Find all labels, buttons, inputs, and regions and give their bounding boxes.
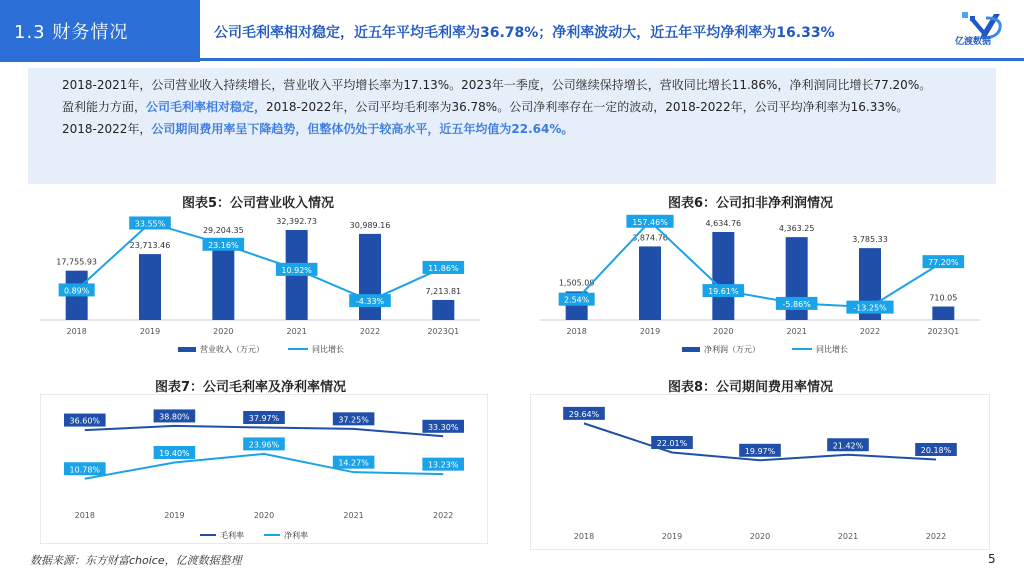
data-label: 29.64% (568, 409, 600, 419)
data-label: 22.01% (656, 439, 688, 449)
bar-value-label: 17,755.93 (56, 257, 98, 267)
x-tick-label: 2021 (343, 511, 364, 520)
growth-label: 33.55% (134, 219, 166, 229)
summary-p3-prefix: 2018-2022年， (62, 122, 152, 136)
header-divider (200, 58, 1024, 61)
growth-label: 11.86% (428, 263, 459, 273)
data-label: 19.97% (744, 446, 776, 456)
legend-label: 净利率 (284, 531, 308, 540)
data-label: 37.97% (248, 413, 280, 423)
page-number: 5 (988, 552, 996, 566)
x-tick-label: 2019 (639, 327, 661, 336)
margin-chart (40, 394, 488, 544)
x-tick-label: 2018 (566, 327, 587, 336)
summary-p2-highlight: 公司毛利率相对稳定， (146, 100, 267, 114)
data-label: 13.23% (427, 460, 459, 470)
x-tick-label: 2021 (786, 327, 807, 336)
legend-label: 毛利率 (220, 531, 244, 540)
expense-chart (530, 394, 990, 550)
x-tick-label: 2020 (213, 327, 234, 336)
bar-value-label: 32,392.73 (276, 217, 318, 226)
page-header (0, 0, 1024, 62)
bar-value-label: 3,874.76 (632, 233, 668, 243)
bar-value-label: 4,634.76 (705, 219, 742, 228)
data-label: 19.40% (159, 449, 190, 459)
x-tick-label: 2023Q1 (427, 327, 460, 336)
bar-value-label: 710.05 (929, 293, 958, 303)
summary-paragraph-3 (38, 118, 986, 140)
x-tick-label: 2018 (74, 511, 95, 520)
growth-label: -4.33% (355, 297, 385, 307)
bar-2020 (712, 232, 734, 320)
bar-value-label: 3,785.33 (852, 235, 888, 245)
summary-paragraph-1: 2018-2021年，公司营业收入持续增长，营业收入平均增长率为17.13%。2023年一季度，公司继续保持增长，营收同比增长11.86%，净利润同比增长77.20%。 (62, 78, 932, 92)
data-label: 23.96% (248, 440, 280, 450)
growth-label: 19.61% (708, 287, 739, 297)
chart-margin-title: 图表7：公司毛利率及净利率情况 (155, 380, 347, 395)
summary-p2-body: 2018-2022年，公司平均毛利率为36.78%。公司净利率存在一定的波动，2018-2022年，公司平均净利率为16.33%。 (266, 100, 909, 114)
x-tick-label: 2021 (286, 327, 307, 336)
data-label: 38.80% (159, 412, 190, 422)
bar-value-label: 4,363.25 (778, 224, 815, 234)
bar-value-label: 30,989.16 (349, 220, 391, 230)
page-title: 公司毛利率相对稳定，近五年平均毛利率为36.78%；净利率波动大，近五年平均净利率为16.33% (214, 25, 835, 41)
data-label: 33.30% (427, 422, 459, 432)
chart-revenue-title: 图表5：公司营业收入情况 (182, 196, 335, 211)
series-line (85, 426, 443, 436)
series-line (85, 454, 443, 479)
chart-profit-title: 图表6：公司扣非净利润情况 (668, 196, 834, 211)
x-tick-label: 2018 (66, 327, 87, 336)
x-tick-label: 2019 (139, 327, 161, 336)
brand-logo-text: 亿渡数据 (955, 37, 992, 47)
bar-2023Q1 (432, 300, 454, 320)
data-label: 14.27% (338, 458, 369, 468)
bar-value-label: 23,713.46 (129, 241, 171, 251)
bar-value-label: 7,213.81 (425, 286, 462, 296)
data-source-note: 数据来源：东方财富choice，亿渡数据整理 (30, 554, 242, 567)
growth-label: 0.89% (63, 286, 90, 296)
chart-expense-title: 图表8：公司期间费用率情况 (668, 380, 834, 395)
x-tick-label: 2022 (925, 532, 947, 541)
x-tick-label: 2020 (749, 532, 771, 541)
bar-2019 (639, 246, 661, 320)
x-tick-label: 2020 (713, 327, 734, 336)
bar-value-label: 29,204.35 (202, 225, 244, 235)
bar-2023Q1 (932, 307, 954, 320)
growth-label: -5.86% (782, 299, 811, 309)
data-label: 36.60% (69, 416, 101, 426)
x-tick-label: 2019 (164, 511, 185, 520)
growth-label: 2.54% (563, 295, 590, 305)
legend-bar-swatch (178, 347, 196, 352)
data-label: 20.18% (920, 445, 952, 455)
section-banner (0, 0, 200, 62)
bar-2019 (139, 254, 161, 320)
legend-bar-label: 营业收入（万元） (200, 345, 264, 354)
data-label: 21.42% (832, 441, 864, 451)
growth-label: 23.16% (208, 240, 239, 250)
growth-label: -13.25% (853, 303, 887, 313)
x-tick-label: 2020 (253, 511, 275, 520)
x-tick-label: 2023Q1 (927, 327, 960, 336)
growth-label: 157.46% (632, 217, 668, 227)
data-label: 37.25% (338, 415, 369, 425)
profit-chart (530, 210, 990, 360)
legend-line-label: 同比增长 (816, 345, 848, 354)
x-tick-label: 2019 (661, 532, 683, 541)
x-tick-label: 2022 (433, 511, 454, 520)
x-tick-label: 2022 (859, 327, 881, 336)
x-tick-label: 2018 (573, 532, 595, 541)
summary-p2-prefix: 盈利能力方面， (62, 100, 147, 114)
x-tick-label: 2022 (359, 327, 381, 336)
section-title: 1.3 财务情况 (14, 22, 129, 43)
legend-bar-swatch (682, 347, 700, 352)
summary-p3-highlight: 公司期间费用率呈下降趋势，但整体仍处于较高水平，近五年均值为22.64%。 (151, 122, 574, 136)
summary-box (28, 68, 996, 184)
bar-value-label: 1,505.00 (558, 278, 595, 288)
growth-label: 10.92% (281, 265, 312, 275)
legend-bar-label: 净利润（万元） (704, 345, 760, 354)
x-tick-label: 2021 (837, 532, 859, 541)
legend-line-label: 同比增长 (312, 345, 344, 354)
growth-label: 77.20% (928, 258, 959, 268)
data-label: 10.78% (69, 465, 101, 475)
revenue-chart (40, 210, 480, 360)
summary-paragraph-2 (38, 96, 986, 118)
bar-2020 (212, 239, 234, 320)
